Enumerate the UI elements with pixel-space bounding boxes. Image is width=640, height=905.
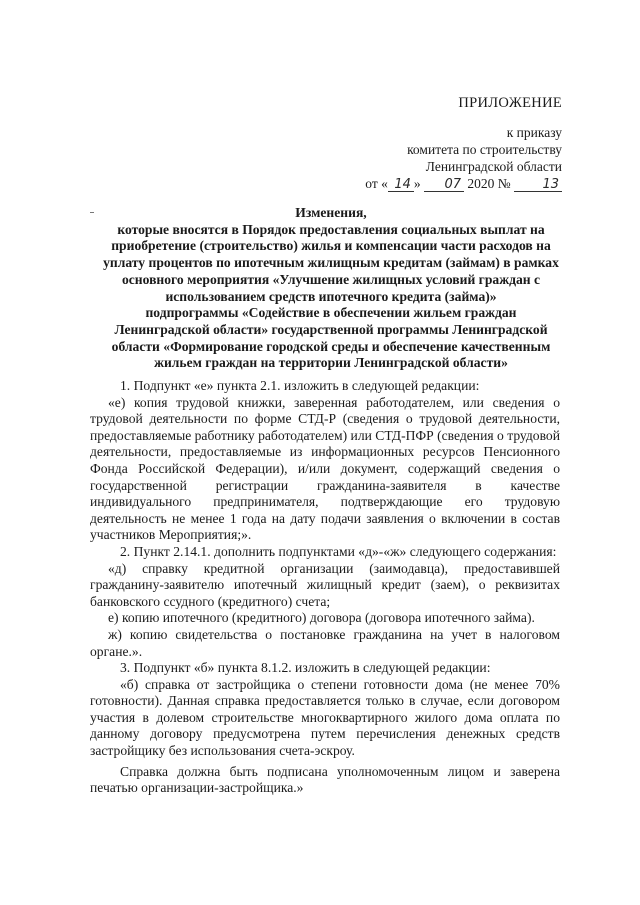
title-line: приобретение (строительство) жилья и компенсации части расходов на bbox=[111, 238, 551, 254]
title-line: Изменения, bbox=[295, 205, 367, 220]
paragraph-3: 2. Пункт 2.14.1. дополнить подпунктами «д»-«ж» следующего содержания: bbox=[120, 543, 557, 559]
document-title bbox=[96, 205, 566, 372]
order-number: 13 bbox=[514, 178, 562, 192]
order-reference bbox=[365, 124, 562, 192]
paragraph-7: 3. Подпункт «б» пункта 8.1.2. изложить в следующей редакции: bbox=[120, 660, 491, 676]
paragraph-2: «е) копия трудовой книжки, заверенная работодателем, или сведения о трудовой деятельности по форме СТД-Р (сведения о трудовой деятельности, предоставляемые работнику работодателем) или СТД-ПФР (сведения о трудовой деятельности, предоставляемые из информационных ресурсов Пенсионного Фонда Российской Федерации), и/или документ, содержащий сведения о государственной регистрации гражданина-заявителя в качестве индивидуального предпринимателя, подтверждающие его трудовую деятельность не менее 1 года на дату подачи заявления о включении в состав участников Мероприятия;». bbox=[90, 394, 560, 543]
document-body bbox=[90, 378, 560, 797]
paragraph-8: «б) справка от застройщика о степени готовности дома (не менее 70% готовности). Данная справка предоставляется только в случае, если договором участия в долевом строительстве многоквартирного жилого дома оплата по данному договору предусмотрена путем перечисления денежных средств застройщику без использования счета-эскроу. bbox=[90, 676, 560, 759]
date-month: 07 bbox=[424, 178, 464, 192]
date-day: 14 bbox=[388, 178, 414, 192]
paragraph-1: 1. Подпункт «е» пункта 2.1. изложить в следующей редакции: bbox=[120, 378, 480, 393]
title-line: уплату процентов по ипотечным жилищным кредитам (займам) в рамках bbox=[103, 255, 559, 271]
title-line: подпрограммы «Содействие в обеспечении жильем граждан bbox=[145, 305, 517, 321]
paragraph-6: ж) копию свидетельства о постановке гражданина на учет в налоговом органе.». bbox=[90, 626, 560, 659]
order-line-2: комитета по строительству bbox=[407, 142, 562, 157]
title-line: основного мероприятия «Улучшение жилищных условий граждан с bbox=[121, 271, 541, 287]
date-separator: » bbox=[413, 176, 424, 191]
order-date-line bbox=[365, 175, 562, 192]
paragraph-5: е) копию ипотечного (кредитного) договора (договора ипотечного займа). bbox=[108, 610, 535, 626]
date-year: 2020 № bbox=[463, 176, 514, 191]
title-line: жильем граждан на территории Ленинградской области» bbox=[154, 355, 508, 371]
appendix-heading: ПРИЛОЖЕНИЕ bbox=[458, 95, 562, 111]
order-line-1: к приказу bbox=[506, 125, 562, 140]
date-prefix: от « bbox=[365, 176, 388, 191]
paragraph-4: «д) справку кредитной организации (заимодавца), предоставившей гражданину-заявителю ипотечный жилищный кредит (заем), о реквизитах банковского ссудного (кредитного) счета; bbox=[90, 560, 560, 609]
title-line: области «Формирование городской среды и обеспечение качественным bbox=[111, 338, 551, 354]
title-line: которые вносятся в Порядок предоставления социальных выплат на bbox=[117, 221, 545, 237]
title-line: Ленинградской области» государственной программы Ленинградской bbox=[114, 321, 548, 337]
scan-mark bbox=[90, 212, 94, 213]
title-line: использованием средств ипотечного кредита (займа)» bbox=[165, 288, 497, 304]
paragraph-9: Справка должна быть подписана уполномоченным лицом и заверена печатью организации-застройщика.» bbox=[90, 763, 560, 796]
order-line-3: Ленинградской области bbox=[425, 159, 562, 174]
